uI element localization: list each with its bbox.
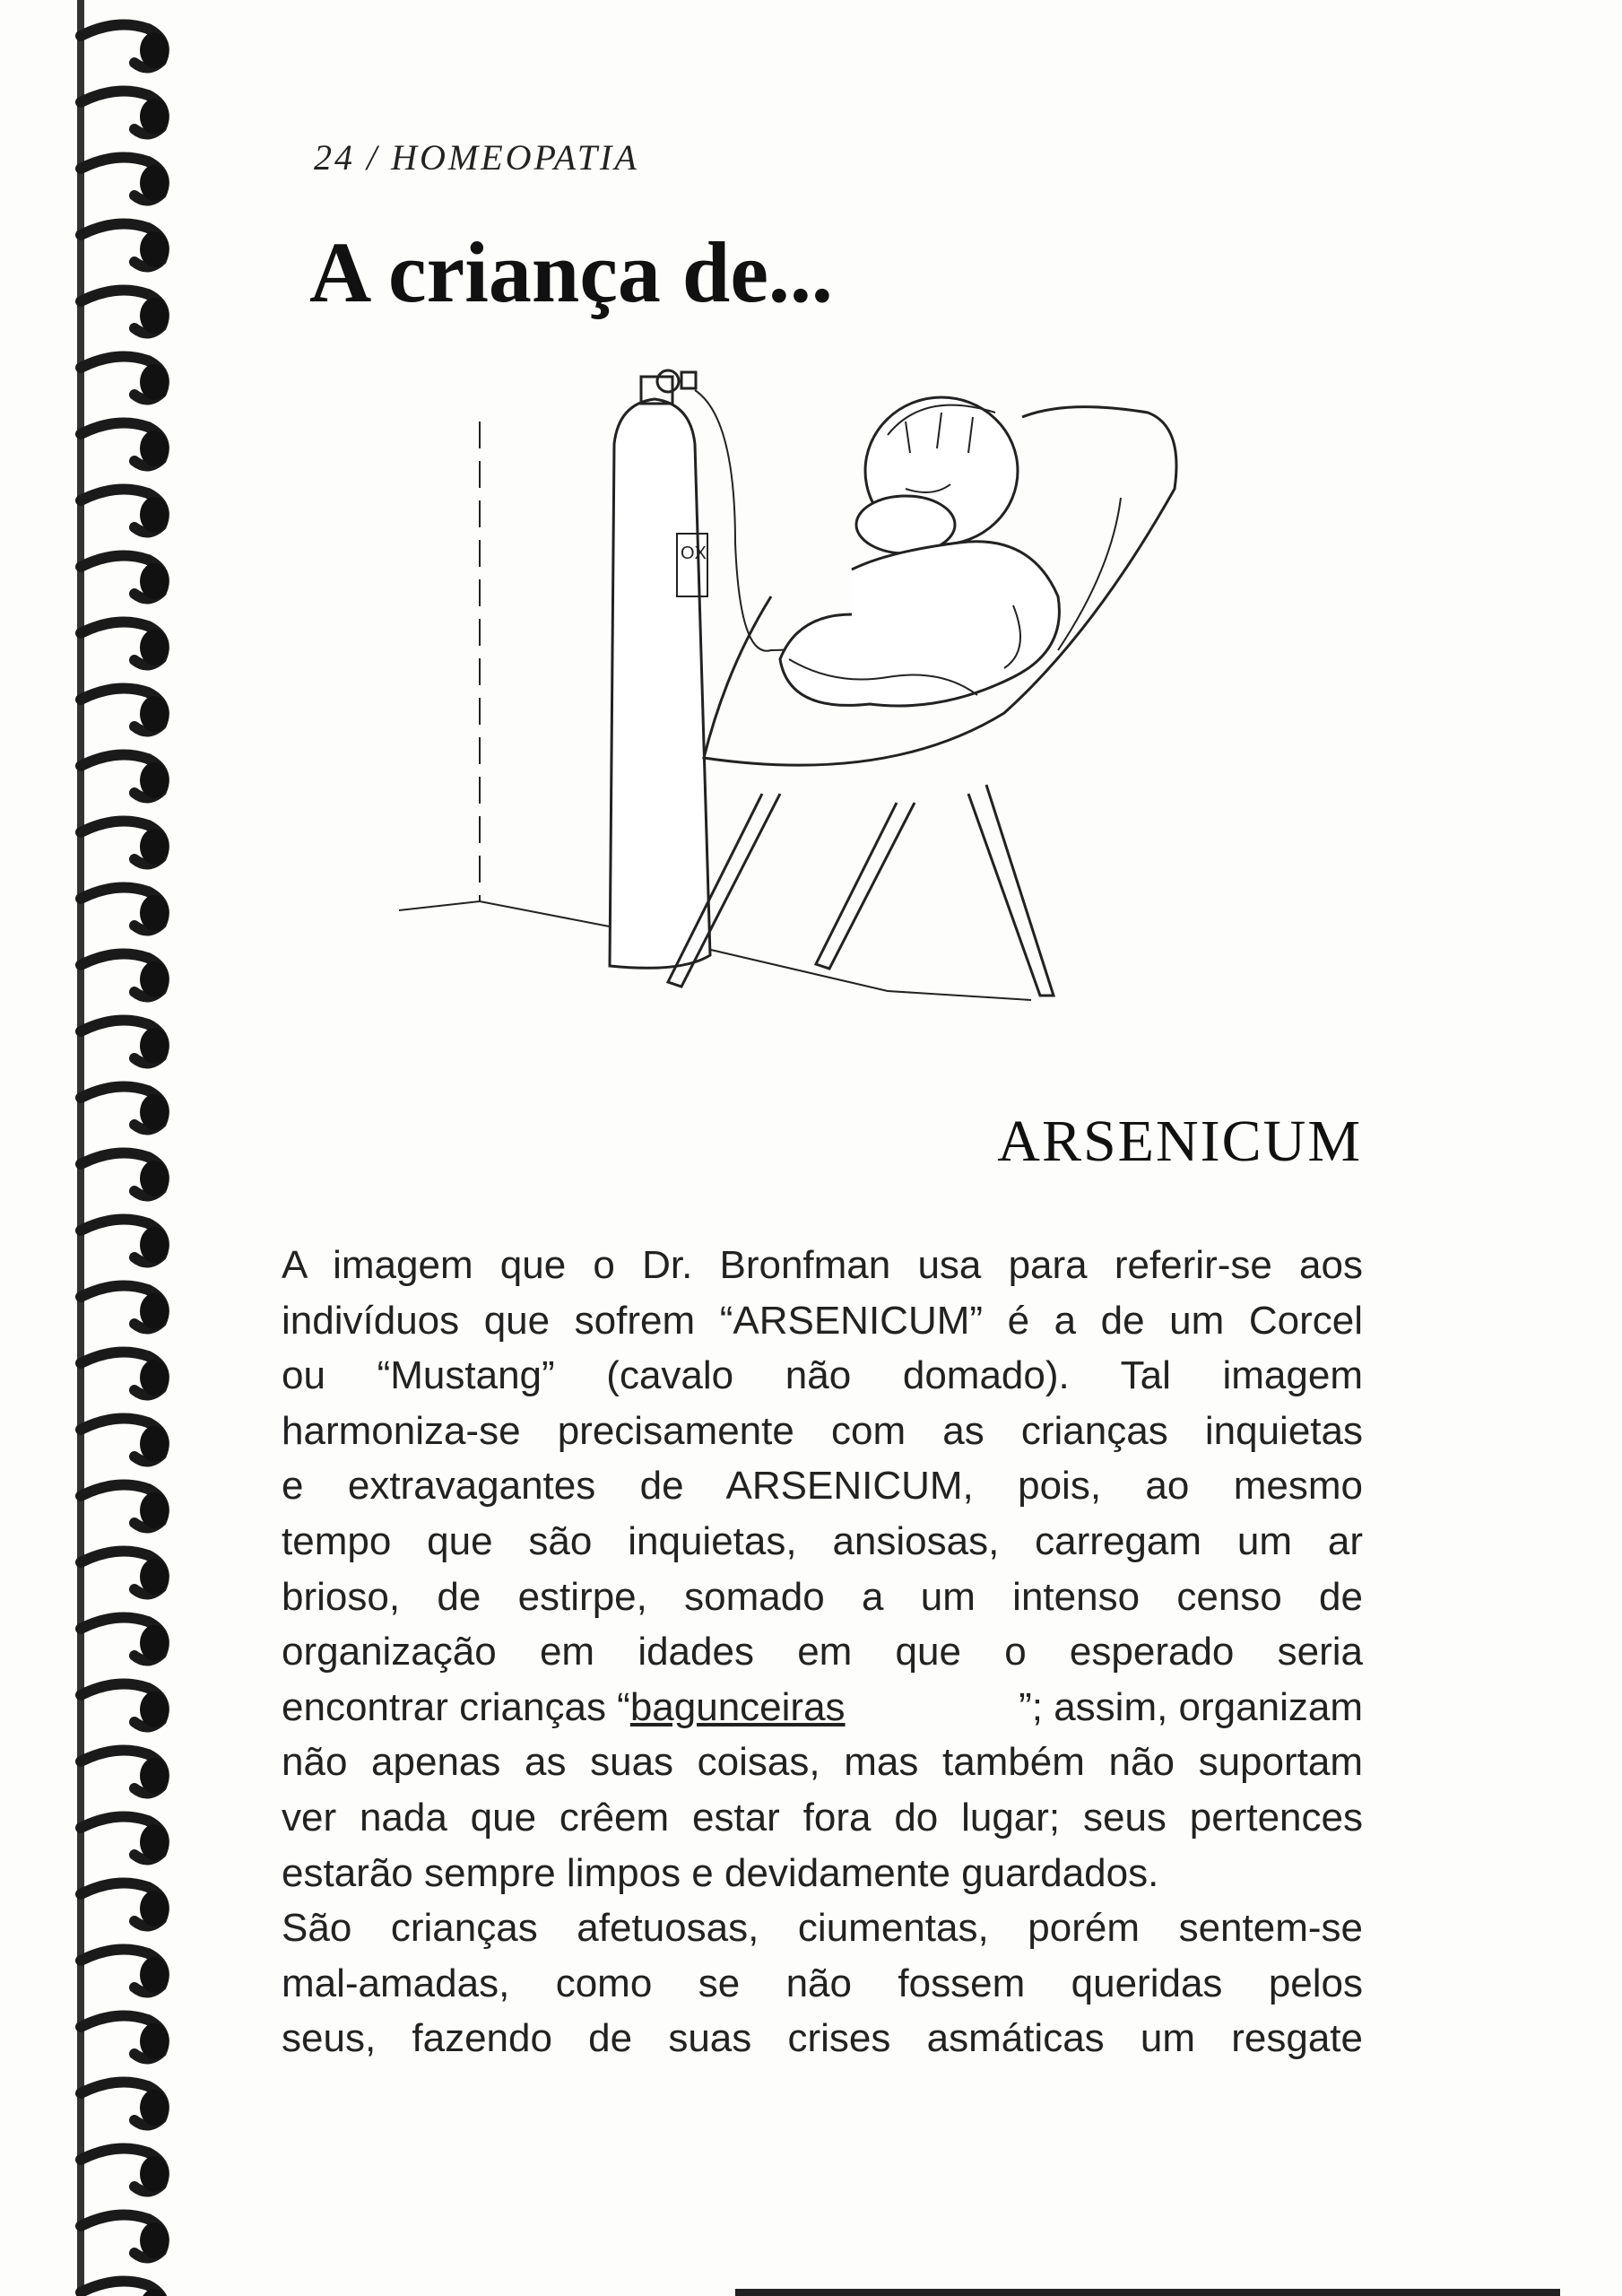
remedy-heading: ARSENICUM [997, 1109, 1362, 1174]
running-head: 24 / HOMEOPATIA [314, 137, 639, 178]
body-line: tempo que são inquietas, ansiosas, carregam um ar [282, 1518, 1363, 1563]
binding-hole [140, 1891, 169, 1926]
binding-edge [77, 0, 84, 2296]
binding-hole [140, 99, 169, 135]
binding-hole [140, 497, 169, 533]
binding-hole [140, 696, 169, 732]
binding-hole [140, 2090, 169, 2126]
binding-hole [140, 961, 169, 997]
body-line: A imagem que o Dr. Bronfman usa para referir-se aos [282, 1243, 1363, 1287]
binding-hole [140, 2023, 169, 2059]
page-title: A criança de... [309, 224, 833, 320]
binding-hole [140, 829, 169, 865]
binding-hole [140, 1161, 169, 1196]
binding-hole [140, 895, 169, 931]
binding-hole [140, 1625, 169, 1661]
illustration-child-with-oxygen [386, 363, 1210, 1018]
binding-hole [140, 1227, 169, 1263]
body-line: não apenas as suas coisas, mas também não suportam [282, 1740, 1363, 1785]
binding-hole [140, 1293, 169, 1329]
page-edge-shadow [735, 2289, 1560, 2296]
binding-hole [140, 2156, 169, 2192]
binding-hole [140, 630, 169, 665]
body-line: e extravagantes de ARSENICUM, pois, ao mesmo [282, 1464, 1363, 1509]
body-text-fragment: ”; assim, organizam [1019, 1684, 1363, 1729]
body-line: harmoniza-se precisamente com as crianças inquietas [282, 1408, 1363, 1453]
body-line: estarão sempre limpos e devidamente guardados. [282, 1850, 1159, 1895]
body-text-fragment: encontrar crianças “ [282, 1684, 630, 1729]
binding-hole [140, 430, 169, 466]
binding-hole [140, 563, 169, 599]
body-line: brioso, de estirpe, somado a um intenso censo de [282, 1574, 1363, 1619]
binding-hole [140, 1824, 169, 1860]
body-line: ver nada que crêem estar fora do lugar; seus pertences [282, 1795, 1363, 1839]
tank-label: OX [681, 544, 707, 563]
binding-hole [140, 1758, 169, 1794]
body-line: mal-amadas, como se não fossem queridas pelos [282, 1961, 1363, 2005]
binding-hole [140, 32, 169, 68]
binding-hole [140, 1692, 169, 1727]
underlined-word: bagunceiras [629, 1684, 846, 1729]
binding-hole [140, 762, 169, 798]
body-line: indivíduos que sofrem “ARSENICUM” é a de um Corcel [282, 1298, 1363, 1343]
binding-hole [140, 1028, 169, 1064]
binding-hole [140, 1492, 169, 1528]
binding-hole [140, 1559, 169, 1595]
body-text [282, 1238, 1363, 2066]
binding-hole [140, 231, 169, 267]
child [780, 397, 1059, 706]
body-line: seus, fazendo de suas crises asmáticas um resgate [282, 2016, 1363, 2061]
body-line [282, 1680, 1363, 1735]
binding-hole [140, 1360, 169, 1396]
body-line: ou “Mustang” (cavalo não domado). Tal imagem [282, 1353, 1363, 1398]
body-line: organização em idades em que o esperado seria [282, 1630, 1363, 1674]
binding-hole [140, 1426, 169, 1462]
binding-hole [140, 165, 169, 201]
binding-hole [140, 2222, 169, 2258]
binding-hole [140, 298, 169, 334]
body-line: São crianças afetuosas, ciumentas, porém sentem-se [282, 1906, 1363, 1951]
binding-hole [140, 1094, 169, 1130]
spiral-binding [0, 0, 179, 2296]
binding-hole [140, 364, 169, 400]
binding-hole [140, 1957, 169, 1993]
